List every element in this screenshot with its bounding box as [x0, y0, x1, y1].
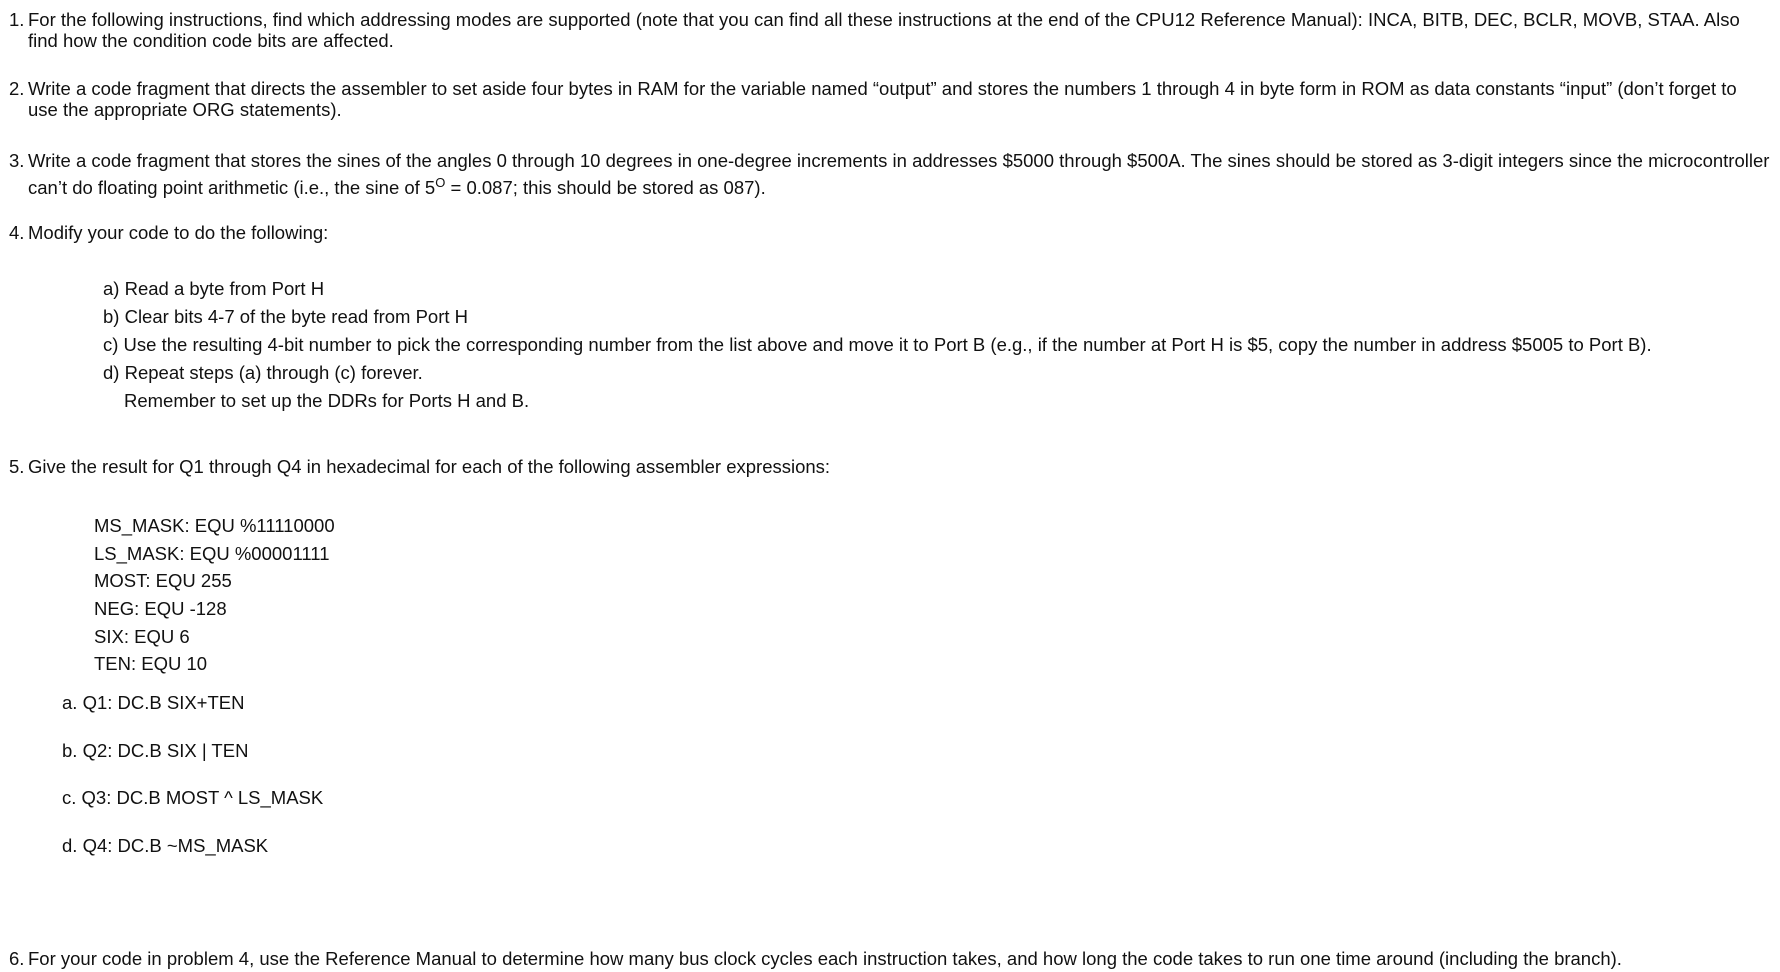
q4-step: b) Clear bits 4-7 of the byte read from Port H [103, 306, 469, 327]
q5-part: c. Q3: DC.B MOST ^ LS_MASK [62, 787, 324, 808]
q5-part: b. Q2: DC.B SIX | TEN [62, 740, 249, 761]
degree-superscript: O [435, 175, 446, 190]
q4-step: a) Read a byte from Port H [103, 278, 325, 299]
equate-line: TEN: EQU 10 [94, 653, 208, 674]
question-6-number: 6. [9, 948, 25, 969]
equate-line: SIX: EQU 6 [94, 626, 190, 647]
question-1-number: 1. [9, 9, 25, 30]
equate-line: NEG: EQU -128 [94, 598, 227, 619]
question-2-text: Write a code fragment that directs the assembler to set aside four bytes in RAM for the variable named “output” and stores the numbers 1 through 4 in byte form in ROM as data constants “input” (don’t forget to use the appropriate ORG statements). [28, 78, 1737, 120]
question-6 [9, 948, 1771, 969]
question-3-number: 3. [9, 150, 25, 171]
question-1 [9, 9, 1771, 51]
question-3-text [9, 147, 1771, 201]
question-4-number: 4. [9, 222, 25, 243]
question-4 [9, 222, 1771, 243]
q4-note: Remember to set up the DDRs for Ports H and B. [124, 390, 530, 411]
question-3-text-main: Write a code fragment that stores the sines of the angles 0 through 10 degrees in one-degree increments in addresses $5000 through $500A. The sines should be stored as 3-digit integers since the microcontroller can’t do floating point arithmetic (i.e., the sine of 5 [28, 150, 1770, 198]
q5-part: a. Q1: DC.B SIX+TEN [62, 692, 245, 713]
q4-step: c) Use the resulting 4-bit number to pick the corresponding number from the list above and move it to Port B (e.g., if the number at Port H is $5, copy the number in address $5005 to Port B). [103, 334, 1652, 355]
question-2-number: 2. [9, 78, 25, 99]
question-3 [9, 147, 1771, 201]
question-5-text: Give the result for Q1 through Q4 in hexadecimal for each of the following assembler expressions: [28, 456, 831, 477]
q5-part: d. Q4: DC.B ~MS_MASK [62, 835, 269, 856]
equate-line: MS_MASK: EQU %11110000 [94, 515, 335, 536]
equate-line: MOST: EQU 255 [94, 570, 232, 591]
equate-line: LS_MASK: EQU %00001111 [94, 543, 330, 564]
question-1-text: For the following instructions, find which addressing modes are supported (note that you can find all these instructions at the end of the CPU12 Reference Manual): INCA, BITB, DEC, BCLR, MOVB, STAA. Also find how the condition code bits are affected. [28, 9, 1740, 51]
question-4-text: Modify your code to do the following: [28, 222, 329, 243]
question-6-text: For your code in problem 4, use the Reference Manual to determine how many bus clock cycles each instruction takes, and how long the code takes to run one time around (including the branch). [28, 948, 1622, 969]
question-2 [9, 78, 1771, 120]
question-3-text-end: = 0.087; this should be stored as 087). [445, 177, 766, 198]
question-5 [9, 456, 1771, 477]
question-5-number: 5. [9, 456, 25, 477]
q4-step: d) Repeat steps (a) through (c) forever. [103, 362, 423, 383]
